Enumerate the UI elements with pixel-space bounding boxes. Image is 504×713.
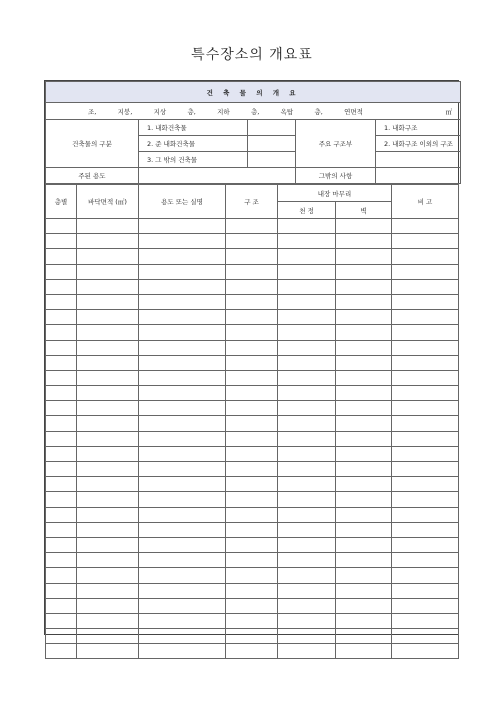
table-cell[interactable] [336,537,392,552]
table-cell[interactable] [226,598,278,613]
table-cell[interactable] [46,279,77,294]
table-cell[interactable] [278,279,336,294]
table-cell[interactable] [336,370,392,385]
table-cell[interactable] [392,340,459,355]
table-cell[interactable] [278,613,336,628]
classification-item: 3. 그 밖의 건축물 [139,152,248,168]
table-cell[interactable] [46,401,77,416]
table-cell[interactable] [226,629,278,644]
table-cell[interactable] [226,279,278,294]
table-cell[interactable] [392,568,459,583]
table-cell[interactable] [278,234,336,249]
table-cell[interactable] [336,613,392,628]
table-cell[interactable] [46,325,77,340]
table-cell[interactable] [336,401,392,416]
table-cell[interactable] [139,294,226,309]
table-cell[interactable] [336,583,392,598]
table-row [46,644,459,659]
table-row [46,613,459,628]
table-cell[interactable] [226,507,278,522]
table-cell[interactable] [77,477,139,492]
table-row [46,598,459,613]
classification-check[interactable] [248,152,296,168]
table-cell[interactable] [46,249,77,264]
table-cell[interactable] [336,492,392,507]
table-cell[interactable] [392,537,459,552]
table-row [46,537,459,552]
table-cell[interactable] [392,386,459,401]
use-label: 주된 용도 [46,168,139,184]
table-cell[interactable] [46,553,77,568]
table-cell[interactable] [226,401,278,416]
table-cell[interactable] [139,416,226,431]
table-cell[interactable] [226,294,278,309]
table-cell[interactable] [392,507,459,522]
structure-blank[interactable] [376,152,461,168]
table-cell[interactable] [336,234,392,249]
summary-token: 층, [187,107,196,116]
table-cell[interactable] [46,446,77,461]
classification-check[interactable] [248,136,296,152]
table-cell[interactable] [392,431,459,446]
table-cell[interactable] [336,462,392,477]
table-row [46,249,459,264]
table-cell[interactable] [278,294,336,309]
summary-row [46,103,461,120]
table-row [46,462,459,477]
table-cell[interactable] [139,370,226,385]
table-cell[interactable] [392,629,459,644]
table-cell[interactable] [278,598,336,613]
table-cell[interactable] [77,340,139,355]
table-cell[interactable] [278,355,336,370]
table-cell[interactable] [278,537,336,552]
table-cell[interactable] [77,644,139,659]
other-label: 그밖의 사항 [296,168,376,184]
table-cell[interactable] [392,310,459,325]
table-cell[interactable] [336,294,392,309]
table-cell[interactable] [46,613,77,628]
structure-item: 1. 내화구조 [376,120,461,136]
table-cell[interactable] [392,264,459,279]
table-cell[interactable] [392,644,459,659]
table-row [46,294,459,309]
table-cell[interactable] [278,568,336,583]
col-wall: 벽 [336,202,392,219]
structure-item: 2. 내화구조 이외의 구조 [376,136,461,152]
summary-token: 조, [88,107,97,116]
table-row [46,355,459,370]
table-cell[interactable] [278,325,336,340]
table-row [46,325,459,340]
table-row [46,340,459,355]
table-cell[interactable] [46,340,77,355]
table-cell[interactable] [46,568,77,583]
table-cell[interactable] [139,431,226,446]
table-cell[interactable] [77,416,139,431]
col-structure: 구 조 [226,185,278,219]
table-cell[interactable] [46,598,77,613]
table-cell[interactable] [278,553,336,568]
table-cell[interactable] [139,629,226,644]
table-row [46,401,459,416]
table-cell[interactable] [46,294,77,309]
table-cell[interactable] [336,629,392,644]
table-cell[interactable] [226,310,278,325]
table-row [46,386,459,401]
table-cell[interactable] [77,431,139,446]
table-cell[interactable] [392,249,459,264]
table-cell[interactable] [139,401,226,416]
table-cell[interactable] [226,219,278,234]
table-cell[interactable] [278,219,336,234]
table-cell[interactable] [77,325,139,340]
table-row [46,492,459,507]
table-cell[interactable] [336,249,392,264]
table-cell[interactable] [336,522,392,537]
table-cell[interactable] [139,598,226,613]
table-cell[interactable] [46,431,77,446]
table-cell[interactable] [336,416,392,431]
table-row [46,219,459,234]
table-cell[interactable] [336,325,392,340]
table-cell[interactable] [226,492,278,507]
table-cell[interactable] [77,370,139,385]
table-cell[interactable] [226,386,278,401]
table-cell[interactable] [46,355,77,370]
table-cell[interactable] [278,522,336,537]
table-cell[interactable] [46,492,77,507]
table-cell[interactable] [226,416,278,431]
table-row [46,264,459,279]
table-cell[interactable] [77,492,139,507]
table-cell[interactable] [46,310,77,325]
classification-label: 건축물의 구분 [46,120,139,168]
table-cell[interactable] [46,386,77,401]
table-cell[interactable] [139,537,226,552]
table-cell[interactable] [392,370,459,385]
table-row [46,310,459,325]
table-cell[interactable] [336,507,392,522]
table-cell[interactable] [139,249,226,264]
table-cell[interactable] [77,507,139,522]
table-cell[interactable] [226,340,278,355]
table-cell[interactable] [77,568,139,583]
table-cell[interactable] [278,370,336,385]
table-cell[interactable] [278,644,336,659]
table-cell[interactable] [139,310,226,325]
table-cell[interactable] [226,325,278,340]
table-cell[interactable] [46,219,77,234]
table-cell[interactable] [46,583,77,598]
table-cell[interactable] [46,462,77,477]
table-cell[interactable] [139,553,226,568]
col-use: 용도 또는 실명 [139,185,226,219]
floor-table [45,184,459,659]
table-cell[interactable] [226,446,278,461]
table-cell[interactable] [336,644,392,659]
table-cell[interactable] [46,264,77,279]
table-row [46,522,459,537]
table-cell[interactable] [77,219,139,234]
overview-table [45,81,461,184]
page-title: 특수장소의 개요표 [191,47,313,63]
col-floor: 층별 [46,185,77,219]
table-cell[interactable] [392,477,459,492]
table-cell[interactable] [392,462,459,477]
table-cell[interactable] [77,598,139,613]
use-field[interactable] [139,168,296,184]
table-cell[interactable] [46,522,77,537]
table-cell[interactable] [139,340,226,355]
table-cell[interactable] [392,325,459,340]
table-cell[interactable] [392,446,459,461]
table-cell[interactable] [139,613,226,628]
table-row [46,507,459,522]
table-cell[interactable] [77,613,139,628]
structure-label: 주요 구조부 [296,120,376,168]
table-cell[interactable] [226,613,278,628]
table-cell[interactable] [392,294,459,309]
table-cell[interactable] [336,279,392,294]
table-cell[interactable] [278,386,336,401]
table-cell[interactable] [278,431,336,446]
table-row [46,583,459,598]
table-cell[interactable] [77,462,139,477]
table-cell[interactable] [336,310,392,325]
table-cell[interactable] [226,522,278,537]
table-row [46,279,459,294]
table-cell[interactable] [336,264,392,279]
table-cell[interactable] [139,234,226,249]
table-cell[interactable] [77,401,139,416]
table-cell[interactable] [278,446,336,461]
table-cell[interactable] [77,629,139,644]
table-cell[interactable] [226,568,278,583]
table-cell[interactable] [226,583,278,598]
table-cell[interactable] [392,583,459,598]
table-cell[interactable] [278,310,336,325]
table-cell[interactable] [226,462,278,477]
table-cell[interactable] [139,568,226,583]
table-cell[interactable] [336,386,392,401]
summary-token: 층, [314,107,323,116]
table-cell[interactable] [226,370,278,385]
table-cell[interactable] [278,629,336,644]
table-row [46,553,459,568]
table-cell[interactable] [278,583,336,598]
table-cell[interactable] [392,401,459,416]
table-cell[interactable] [392,522,459,537]
table-cell[interactable] [77,553,139,568]
summary-token: 연면적 [344,107,363,116]
table-cell[interactable] [392,598,459,613]
table-row [46,416,459,431]
col-finish: 내장 마무리 [278,185,392,202]
classification-item: 2. 준 내화건축물 [139,136,248,152]
table-cell[interactable] [392,219,459,234]
table-cell[interactable] [336,431,392,446]
summary-token: 지붕, [117,107,133,116]
table-cell[interactable] [46,477,77,492]
table-cell[interactable] [392,234,459,249]
table-cell[interactable] [77,583,139,598]
table-row [46,446,459,461]
table-cell[interactable] [392,416,459,431]
summary-token: 지상 [153,107,167,116]
table-cell[interactable] [278,462,336,477]
table-cell[interactable] [77,537,139,552]
col-area: 바닥면적 (㎡) [77,185,139,219]
table-row [46,629,459,644]
table-cell[interactable] [226,537,278,552]
table-cell[interactable] [336,446,392,461]
table-cell[interactable] [46,416,77,431]
table-cell[interactable] [77,386,139,401]
table-cell[interactable] [139,264,226,279]
table-cell[interactable] [46,507,77,522]
table-cell[interactable] [336,598,392,613]
table-cell[interactable] [278,401,336,416]
table-cell[interactable] [278,477,336,492]
col-remarks: 비 고 [392,185,459,219]
classification-item: 1. 내화건축물 [139,120,248,136]
table-cell[interactable] [336,568,392,583]
table-cell[interactable] [46,629,77,644]
table-cell[interactable] [77,446,139,461]
table-cell[interactable] [139,325,226,340]
table-cell[interactable] [336,477,392,492]
table-cell[interactable] [392,279,459,294]
table-cell[interactable] [46,234,77,249]
summary-token: 층, [250,107,260,116]
table-row [46,477,459,492]
table-cell[interactable] [336,355,392,370]
table-cell[interactable] [139,492,226,507]
table-cell[interactable] [139,219,226,234]
table-cell[interactable] [77,264,139,279]
table-cell[interactable] [278,492,336,507]
table-cell[interactable] [226,477,278,492]
table-cell[interactable] [46,644,77,659]
table-cell[interactable] [392,355,459,370]
other-field[interactable] [376,168,461,184]
table-cell[interactable] [77,279,139,294]
table-cell[interactable] [392,613,459,628]
table-cell[interactable] [139,355,226,370]
summary-token: 지하 [217,107,230,116]
table-cell[interactable] [278,249,336,264]
table-cell[interactable] [139,583,226,598]
table-cell[interactable] [139,507,226,522]
table-cell[interactable] [77,249,139,264]
table-cell[interactable] [139,462,226,477]
table-cell[interactable] [77,355,139,370]
table-cell[interactable] [278,264,336,279]
table-cell[interactable] [392,553,459,568]
summary-unit: ㎡ [445,107,453,116]
table-cell[interactable] [226,264,278,279]
table-cell[interactable] [278,507,336,522]
table-cell[interactable] [336,340,392,355]
table-cell[interactable] [226,234,278,249]
table-row [46,234,459,249]
table-cell[interactable] [278,340,336,355]
table-cell[interactable] [226,553,278,568]
table-cell[interactable] [77,234,139,249]
overview-header: 건 축 물 의 개 요 [46,82,461,103]
table-row [46,431,459,446]
classification-check[interactable] [248,120,296,136]
table-cell[interactable] [77,522,139,537]
table-cell[interactable] [392,492,459,507]
table-cell[interactable] [139,446,226,461]
table-row [46,568,459,583]
table-cell[interactable] [226,644,278,659]
table-cell[interactable] [226,249,278,264]
table-cell[interactable] [139,386,226,401]
table-cell[interactable] [226,431,278,446]
table-cell[interactable] [226,355,278,370]
table-cell[interactable] [46,537,77,552]
table-cell[interactable] [336,553,392,568]
summary-token: 옥탑 [280,107,294,116]
table-cell[interactable] [139,279,226,294]
table-cell[interactable] [336,219,392,234]
table-cell[interactable] [278,416,336,431]
table-cell[interactable] [139,522,226,537]
table-cell[interactable] [77,310,139,325]
table-cell[interactable] [139,644,226,659]
overview-form [44,80,459,635]
table-row [46,370,459,385]
col-ceiling: 천 정 [278,202,336,219]
table-cell[interactable] [77,294,139,309]
table-cell[interactable] [46,370,77,385]
table-cell[interactable] [139,477,226,492]
